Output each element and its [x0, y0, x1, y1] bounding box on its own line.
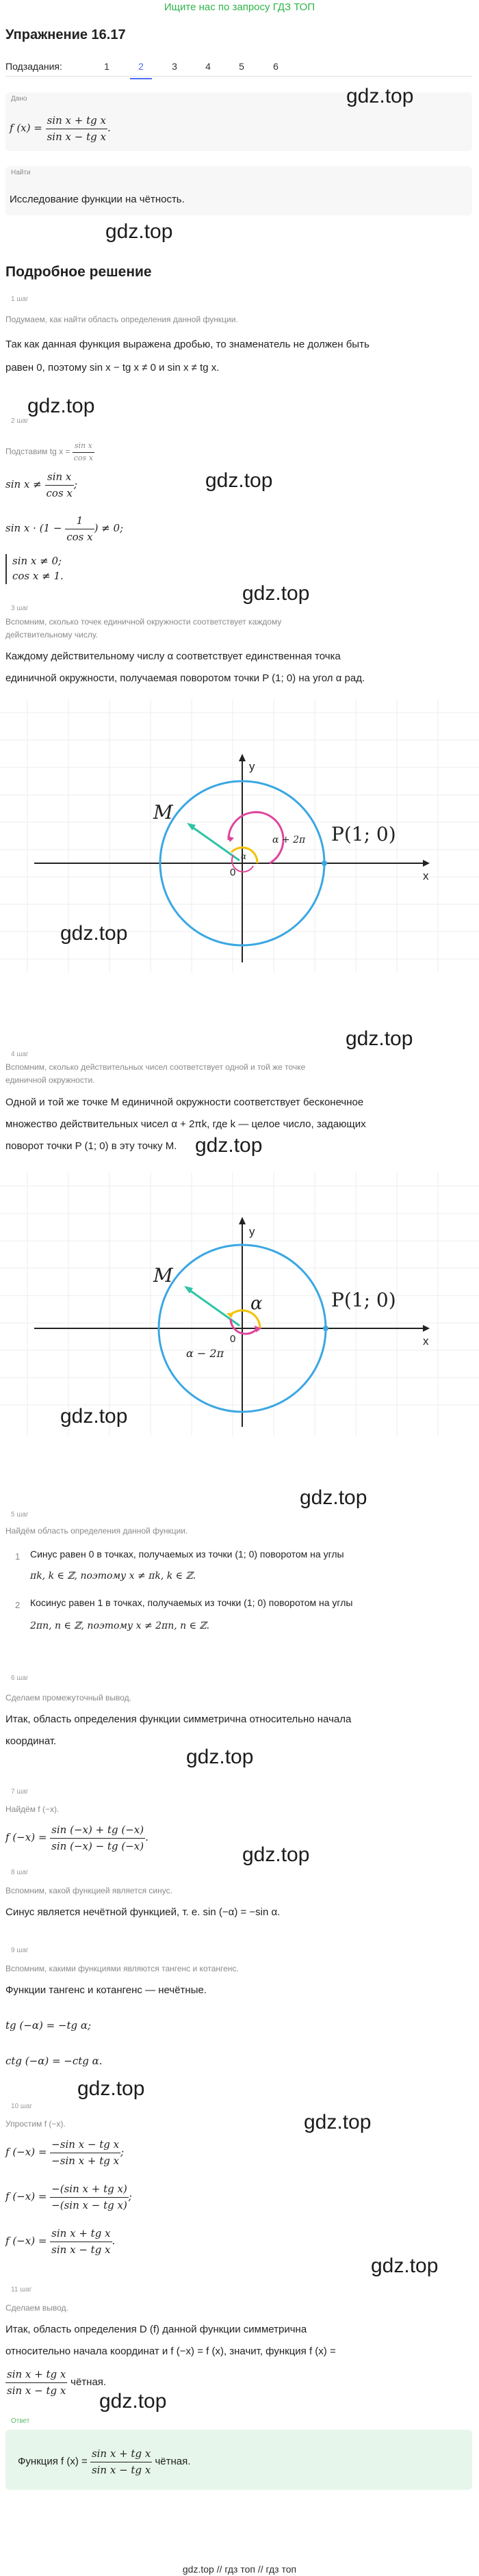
watermark: gdz.top	[77, 2077, 145, 2100]
step-7-fraction	[50, 1822, 145, 1854]
step-4-line2: множество действительных чисел α + 2πk, где k — целое число, задающих	[5, 1118, 366, 1130]
label-origin: 0	[230, 867, 236, 878]
step-5-item2-line1: Косинус равен 1 в точках, получаемых из точки (1; 0) поворотом на углы	[30, 1597, 353, 1608]
step-2-eq1-num: sin x	[45, 469, 74, 486]
given-num: sin x + tg x	[46, 113, 107, 129]
step-8-note: Вспомним, какой функцией является синус.	[5, 1886, 172, 1895]
step-5-item2-num: 2	[15, 1600, 21, 1610]
footer: gdz.top // гдз топ // гдз топ	[182, 2564, 297, 2575]
page-title: Упражнение 16.17	[5, 27, 126, 42]
step-9-eq2: ctg (−α) = −ctg α.	[5, 2055, 103, 2067]
step-10-row1-end: ;	[120, 2146, 125, 2158]
top-search-link[interactable]: Ищите нас по запросу ГДЗ ТОП	[164, 1, 315, 13]
watermark: gdz.top	[242, 582, 310, 605]
step-11-end: чётная.	[70, 2376, 107, 2388]
step-4-label: 4 шаг	[11, 1051, 29, 1058]
answer-den: sin x − tg x	[91, 2463, 151, 2476]
answer-card	[5, 2430, 472, 2490]
step-2-note-prefix: Подставим tg x =	[5, 447, 70, 457]
find-card	[5, 166, 472, 215]
y-axis-arrow	[239, 754, 246, 761]
step-4-line1: Одной и той же точке M единичной окружности соответствует бесконечное	[5, 1096, 364, 1108]
step-2-note-num: sin x	[73, 441, 94, 453]
label-y: y	[249, 1225, 255, 1238]
step-10-row3-end: .	[112, 2235, 116, 2247]
step-10-row2-fraction	[50, 2181, 129, 2213]
step-10-row2-end: ;	[128, 2190, 132, 2203]
step-3-note1: Вспомним, сколько точек единичной окружности соответствует каждому	[5, 617, 282, 627]
step-6-label: 6 шаг	[11, 1674, 29, 1682]
step-2-eq1-left: sin x ≠	[5, 478, 42, 490]
step-5-label: 5 шаг	[11, 1511, 29, 1519]
step-7-den: sin (−x) − tg (−x)	[51, 1839, 144, 1852]
step-3-line1: Каждому действительному числу α соответствует единственная точка	[5, 650, 341, 662]
solution-title: Подробное решение	[5, 264, 152, 280]
step-11-den: sin x − tg x	[7, 2384, 66, 2397]
step-9-line: Функции тангенс и котангенс — нечётные.	[5, 1984, 207, 1996]
step-2-eq2-num: 1	[65, 513, 94, 529]
step-5-item1-line1: Синус равен 0 в точках, получаемых из точки (1; 0) поворотом на углы	[30, 1549, 344, 1560]
step-2-system	[5, 554, 64, 584]
step-2-eq2-fraction	[65, 513, 94, 544]
watermark: gdz.top	[242, 1843, 310, 1866]
step-7-eq	[5, 1822, 148, 1854]
step-10-row3-den: sin x − tg x	[51, 2243, 111, 2256]
step-7-num: sin (−x) + tg (−x)	[50, 1822, 145, 1839]
step-11-line1: Итак, область определения D (f) данной функции симметрична	[5, 2324, 307, 2335]
step-10-row2	[5, 2181, 132, 2213]
step-10-row1-num: −sin x − tg x	[50, 2137, 120, 2153]
step-10-row1-den: −sin x + tg x	[51, 2154, 120, 2167]
radius-om	[187, 1289, 240, 1326]
point-p-dot	[322, 860, 327, 866]
step-3-line2: единичной окружности, получаемая поворотом точки P (1; 0) на угол α рад.	[5, 672, 365, 684]
step-7-end: .	[145, 1831, 148, 1843]
step-11-fraction	[5, 2367, 67, 2398]
step-4-note2: единичной окружности.	[5, 1075, 95, 1085]
step-10-row1-left: f (−x) =	[5, 2146, 47, 2158]
tab-2[interactable]: 2	[133, 60, 149, 74]
label-p: P(1; 0)	[331, 1289, 396, 1311]
step-2-label: 2 шаг	[11, 417, 29, 425]
step-2-note	[5, 441, 94, 464]
given-den: sin x − tg x	[47, 130, 106, 143]
step-10-row3	[5, 2226, 115, 2257]
step-7-fx: f (−x) =	[5, 1831, 47, 1843]
label-alpha-minus-2pi: α − 2π	[186, 1347, 224, 1360]
step-10-row3-left: f (−x) =	[5, 2235, 47, 2247]
answer-suffix: чётная.	[155, 2455, 191, 2467]
given-formula: f (x) = $\frac{\text{sin x + tg x}}{\text{sin x − tg x}}$ .	[10, 113, 111, 144]
step-6-note: Сделаем промежуточный вывод.	[5, 1693, 131, 1703]
label-origin: 0	[230, 1333, 236, 1345]
step-3-label: 3 шаг	[11, 605, 29, 612]
find-label: Найти	[11, 169, 31, 176]
step-1-note: Подумаем, как найти область определения данной функции.	[5, 315, 238, 324]
step-4-line3: поворот точки P (1; 0) в эту точку M.	[5, 1140, 177, 1152]
step-10-row1	[5, 2137, 124, 2168]
tabs-label: Подзадания:	[5, 61, 62, 72]
step-11-line2: относительно начала координат и f (−x) = f (x), значит, функция f (x) =	[5, 2345, 336, 2357]
step-10-row2-den: −(sin x − tg x)	[51, 2198, 127, 2211]
step-1-label: 1 шаг	[11, 295, 29, 303]
step-5-item1-num: 1	[15, 1551, 21, 1562]
step-2-eq2-end: ) ≠ 0;	[94, 522, 124, 534]
y-axis-arrow	[239, 1217, 246, 1224]
watermark: gdz.top	[60, 922, 128, 945]
step-3-note2: действительному числу.	[5, 630, 98, 640]
unit-circle-diagram-2	[0, 1172, 479, 1436]
step-7-note: Найдём f (−x).	[5, 1804, 60, 1814]
watermark: gdz.top	[300, 1486, 367, 1509]
step-2-eq1-end: ;	[73, 478, 77, 490]
point-p-dot	[323, 1326, 328, 1331]
step-2-eq1	[5, 469, 77, 501]
tab-5[interactable]: 5	[239, 61, 244, 72]
step-2-sys2: cos x ≠ 1.	[12, 569, 64, 582]
step-10-row2-left: f (−x) =	[5, 2190, 47, 2203]
label-alpha-2pi: α + 2π	[272, 834, 306, 845]
tab-1[interactable]: 1	[104, 61, 109, 72]
tab-3[interactable]: 3	[172, 61, 177, 72]
label-alpha-small: α	[241, 852, 247, 861]
step-2-eq1-fraction	[45, 469, 74, 501]
watermark: gdz.top	[346, 1027, 413, 1050]
step-9-note: Вспомним, какими функциями являются тангенс и котангенс.	[5, 1964, 239, 1973]
label-alpha: α	[250, 1293, 263, 1314]
step-6-line2: координат.	[5, 1735, 57, 1747]
answer-fraction	[90, 2446, 152, 2478]
answer-num: sin x + tg x	[90, 2446, 152, 2462]
step-11-note: Сделаем вывод.	[5, 2303, 68, 2313]
step-9-label: 9 шаг	[11, 1947, 29, 1954]
step-2-note-fraction	[73, 441, 94, 464]
step-2	[5, 416, 472, 594]
label-x: x	[423, 1335, 429, 1348]
label-y: y	[249, 760, 255, 773]
watermark: gdz.top	[205, 469, 273, 492]
watermark: gdz.top	[99, 2390, 167, 2413]
watermark: gdz.top	[105, 220, 173, 243]
watermark: gdz.top	[186, 1746, 254, 1768]
watermark: gdz.top	[371, 2255, 439, 2277]
step-5-item1-line2: πk, k ∈ ℤ, поэтому x ≠ πk, k ∈ ℤ.	[30, 1570, 196, 1581]
step-2-eq2	[5, 513, 123, 544]
label-p: P(1; 0)	[331, 823, 396, 845]
label-x: x	[423, 869, 429, 882]
step-1-line2: равен 0, поэтому sin x − tg x ≠ 0 и sin x ≠ tg x.	[5, 362, 220, 373]
watermark: gdz.top	[27, 395, 95, 417]
tab-6[interactable]: 6	[273, 61, 279, 72]
step-5-note: Найдём область определения данной функции.	[5, 1526, 188, 1536]
label-m: M	[153, 801, 173, 824]
step-5-item2-line2: 2πn, n ∈ ℤ, поэтому x ≠ 2πn, n ∈ ℤ.	[30, 1620, 210, 1631]
step-8-line: Синус является нечётной функцией, т. е. sin (−α) = −sin α.	[5, 1906, 281, 1918]
watermark: gdz.top	[304, 2111, 372, 2133]
step-8-label: 8 шаг	[11, 1869, 29, 1876]
step-11-label: 11 шаг	[11, 2286, 32, 2294]
subtask-tabs	[5, 56, 472, 77]
step-2-eq1-den: cos x	[46, 486, 73, 499]
given-fx: f (x) =	[10, 122, 42, 134]
step-2-eq2-left: sin x · (1 −	[5, 522, 62, 534]
step-6-line1: Итак, область определения функции симметрична относительно начала	[5, 1713, 352, 1725]
step-10-row3-fraction	[50, 2226, 112, 2257]
given-fraction	[46, 113, 107, 144]
answer-label: Ответ	[11, 2417, 30, 2425]
label-m: M	[153, 1264, 173, 1287]
step-10-row1-fraction	[50, 2137, 120, 2168]
step-2-sys1: sin x ≠ 0;	[12, 555, 62, 567]
tab-4[interactable]: 4	[205, 61, 211, 72]
step-9-eq1: tg (−α) = −tg α;	[5, 2019, 92, 2032]
watermark: gdz.top	[195, 1134, 263, 1157]
x-axis-arrow	[423, 860, 430, 867]
step-10-label: 10 шаг	[11, 2103, 33, 2110]
watermark: gdz.top	[346, 85, 414, 107]
step-10-note: Упростим f (−x).	[5, 2119, 66, 2129]
step-10-row2-num: −(sin x + tg x)	[50, 2181, 129, 2198]
step-2-note-den: cos x	[73, 453, 93, 462]
x-axis-arrow	[423, 1325, 430, 1332]
answer-content	[18, 2446, 190, 2478]
given-label: Дано	[11, 95, 27, 103]
step-10-row3-num: sin x + tg x	[50, 2226, 112, 2242]
step-11-num: sin x + tg x	[5, 2367, 67, 2383]
answer-prefix: Функция f (x) =	[18, 2455, 88, 2467]
step-1	[5, 294, 472, 390]
find-text: Исследование функции на чётность.	[10, 194, 185, 205]
step-4-note1: Вспомним, сколько действительных чисел соответствует одной и той же точке	[5, 1062, 306, 1072]
step-1-line1: Так как данная функция выражена дробью, то знаменатель не должен быть	[5, 339, 370, 350]
radius-om	[190, 826, 240, 860]
unit-circle-svg-2	[0, 1172, 479, 1436]
step-2-eq2-den: cos x	[66, 530, 93, 543]
step-7-label: 7 шаг	[11, 1788, 29, 1796]
step-11-fraction-row	[5, 2367, 106, 2398]
watermark: gdz.top	[60, 1405, 128, 1428]
